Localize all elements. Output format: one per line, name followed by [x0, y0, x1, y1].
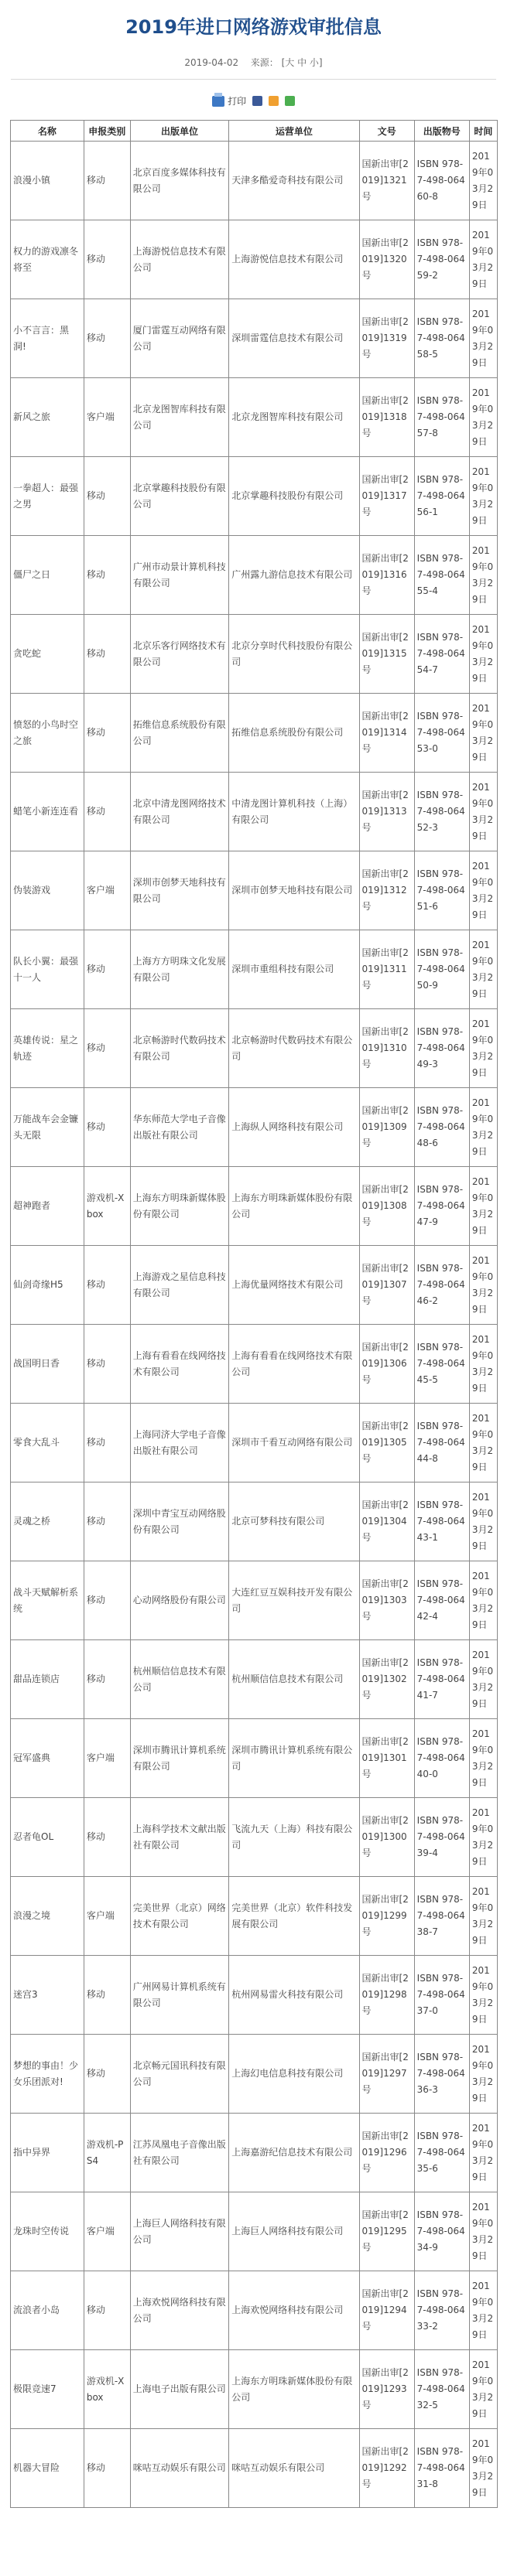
cell-isbn: ISBN 978-7-498-06456-1	[414, 457, 469, 536]
table-row	[11, 220, 498, 299]
print-button[interactable]	[212, 90, 246, 113]
cell-name: 指中异界	[11, 2114, 84, 2192]
cell-date: 2019年03月29日	[469, 2114, 497, 2192]
cell-operator: 上海东方明珠新媒体股份有限公司	[229, 2350, 359, 2429]
font-size-switch[interactable]: [大 中 小]	[281, 57, 323, 68]
cell-doc-number: 国新出审[2019]1318号	[359, 378, 414, 457]
header-type: 申报类别	[84, 121, 130, 142]
cell-date: 2019年03月29日	[469, 1088, 497, 1167]
cell-type: 客户端	[84, 2192, 130, 2271]
cell-publisher: 拓维信息系统股份有限公司	[130, 694, 229, 773]
table-row	[11, 615, 498, 694]
cell-isbn: ISBN 978-7-498-06434-9	[414, 2192, 469, 2271]
table-row	[11, 1167, 498, 1246]
cell-date: 2019年03月29日	[469, 1561, 497, 1640]
cell-date: 2019年03月29日	[469, 220, 497, 299]
cell-operator: 上海有看看在线网络技术有限公司	[229, 1325, 359, 1404]
cell-operator: 上海纵人网络科技有限公司	[229, 1088, 359, 1167]
cell-type: 客户端	[84, 1719, 130, 1798]
cell-doc-number: 国新出审[2019]1313号	[359, 773, 414, 851]
cell-doc-number: 国新出审[2019]1305号	[359, 1404, 414, 1482]
cell-type: 移动	[84, 1088, 130, 1167]
cell-isbn: ISBN 978-7-498-06446-2	[414, 1246, 469, 1325]
table-row	[11, 773, 498, 851]
cell-name: 小不言言：黑洞!	[11, 299, 84, 378]
cell-publisher: 北京中清龙图网络技术有限公司	[130, 773, 229, 851]
cell-isbn: ISBN 978-7-498-06449-3	[414, 1009, 469, 1088]
cell-type: 移动	[84, 220, 130, 299]
cell-date: 2019年03月29日	[469, 1482, 497, 1561]
publish-date: 2019-04-02	[184, 57, 239, 68]
table-row	[11, 142, 498, 220]
cell-publisher: 广州网易计算机系统有限公司	[130, 1956, 229, 2035]
table-row	[11, 1088, 498, 1167]
cell-doc-number: 国新出审[2019]1302号	[359, 1640, 414, 1719]
cell-isbn: ISBN 978-7-498-06442-4	[414, 1561, 469, 1640]
cell-operator: 上海东方明珠新媒体股份有限公司	[229, 1167, 359, 1246]
cell-isbn: ISBN 978-7-498-06435-6	[414, 2114, 469, 2192]
cell-isbn: ISBN 978-7-498-06457-8	[414, 378, 469, 457]
cell-date: 2019年03月29日	[469, 1404, 497, 1482]
table-row	[11, 694, 498, 773]
cell-isbn: ISBN 978-7-498-06431-8	[414, 2429, 469, 2508]
cell-publisher: 华东师范大学电子音像出版社有限公司	[130, 1088, 229, 1167]
cell-operator: 飞流九天（上海）科技有限公司	[229, 1798, 359, 1877]
table-row	[11, 2114, 498, 2192]
article-meta	[0, 56, 507, 70]
cell-publisher: 北京乐客行网络技术有限公司	[130, 615, 229, 694]
cell-doc-number: 国新出审[2019]1309号	[359, 1088, 414, 1167]
cell-date: 2019年03月29日	[469, 694, 497, 773]
cell-date: 2019年03月29日	[469, 299, 497, 378]
cell-operator: 咪咕互动娱乐有限公司	[229, 2429, 359, 2508]
cell-operator: 北京掌趣科技股份有限公司	[229, 457, 359, 536]
cell-date: 2019年03月29日	[469, 2035, 497, 2114]
table-row	[11, 1719, 498, 1798]
cell-publisher: 上海方方明珠文化发展有限公司	[130, 930, 229, 1009]
cell-name: 冠军盛典	[11, 1719, 84, 1798]
cell-type: 客户端	[84, 1877, 130, 1956]
cell-type: 游戏机-Xbox	[84, 1167, 130, 1246]
cell-doc-number: 国新出审[2019]1304号	[359, 1482, 414, 1561]
cell-name: 战国明日香	[11, 1325, 84, 1404]
cell-date: 2019年03月29日	[469, 1325, 497, 1404]
cell-isbn: ISBN 978-7-498-06432-5	[414, 2350, 469, 2429]
cell-doc-number: 国新出审[2019]1298号	[359, 1956, 414, 2035]
cell-operator: 完美世界（北京）软件科技发展有限公司	[229, 1877, 359, 1956]
cell-name: 伪装游戏	[11, 851, 84, 930]
cell-isbn: ISBN 978-7-498-06444-8	[414, 1404, 469, 1482]
cell-isbn: ISBN 978-7-498-06440-0	[414, 1719, 469, 1798]
cell-name: 战斗天赋解析系统	[11, 1561, 84, 1640]
cell-doc-number: 国新出审[2019]1312号	[359, 851, 414, 930]
cell-type: 客户端	[84, 851, 130, 930]
cell-type: 移动	[84, 1404, 130, 1482]
cell-type: 移动	[84, 615, 130, 694]
print-label: 打印	[228, 95, 247, 107]
cell-publisher: 北京畅元国讯科技有限公司	[130, 2035, 229, 2114]
cell-date: 2019年03月29日	[469, 1009, 497, 1088]
cell-isbn: ISBN 978-7-498-06445-5	[414, 1325, 469, 1404]
cell-isbn: ISBN 978-7-498-06433-2	[414, 2271, 469, 2350]
cell-type: 移动	[84, 142, 130, 220]
cell-date: 2019年03月29日	[469, 930, 497, 1009]
cell-type: 移动	[84, 1009, 130, 1088]
header-operator: 运营单位	[229, 121, 359, 142]
cell-isbn: ISBN 978-7-498-06450-9	[414, 930, 469, 1009]
header-name: 名称	[11, 121, 84, 142]
cell-date: 2019年03月29日	[469, 1246, 497, 1325]
cell-date: 2019年03月29日	[469, 1167, 497, 1246]
share-toolbar	[0, 89, 507, 112]
share-weibo-icon[interactable]	[252, 96, 262, 106]
table-row	[11, 1404, 498, 1482]
cell-date: 2019年03月29日	[469, 1798, 497, 1877]
cell-doc-number: 国新出审[2019]1301号	[359, 1719, 414, 1798]
cell-date: 2019年03月29日	[469, 1877, 497, 1956]
cell-doc-number: 国新出审[2019]1293号	[359, 2350, 414, 2429]
header-isbn: 出版物号	[414, 121, 469, 142]
cell-date: 2019年03月29日	[469, 1719, 497, 1798]
cell-operator: 上海游悦信息技术有限公司	[229, 220, 359, 299]
cell-type: 移动	[84, 2429, 130, 2508]
table-row	[11, 930, 498, 1009]
cell-publisher: 北京百度多媒体科技有限公司	[130, 142, 229, 220]
cell-date: 2019年03月29日	[469, 378, 497, 457]
cell-type: 移动	[84, 1325, 130, 1404]
cell-isbn: ISBN 978-7-498-06454-7	[414, 615, 469, 694]
cell-operator: 深圳雷霆信息技术有限公司	[229, 299, 359, 378]
table-row	[11, 1561, 498, 1640]
cell-operator: 大连红豆互娱科技开发有限公司	[229, 1561, 359, 1640]
cell-type: 移动	[84, 299, 130, 378]
cell-doc-number: 国新出审[2019]1317号	[359, 457, 414, 536]
cell-publisher: 江苏凤凰电子音像出版社有限公司	[130, 2114, 229, 2192]
cell-name: 新风之旅	[11, 378, 84, 457]
cell-publisher: 完美世界（北京）网络技术有限公司	[130, 1877, 229, 1956]
cell-doc-number: 国新出审[2019]1292号	[359, 2429, 414, 2508]
cell-isbn: ISBN 978-7-498-06453-0	[414, 694, 469, 773]
cell-operator: 深圳市创梦天地科技有限公司	[229, 851, 359, 930]
cell-name: 流浪者小岛	[11, 2271, 84, 2350]
printer-icon	[212, 96, 224, 107]
header-date: 时间	[469, 121, 497, 142]
cell-operator: 杭州网易雷火科技有限公司	[229, 1956, 359, 2035]
share-wechat-icon[interactable]	[285, 96, 295, 106]
cell-isbn: ISBN 978-7-498-06451-6	[414, 851, 469, 930]
cell-type: 移动	[84, 1246, 130, 1325]
table-row	[11, 1009, 498, 1088]
table-row	[11, 2035, 498, 2114]
table-row	[11, 2271, 498, 2350]
cell-isbn: ISBN 978-7-498-06438-7	[414, 1877, 469, 1956]
cell-name: 权力的游戏凛冬将至	[11, 220, 84, 299]
cell-date: 2019年03月29日	[469, 773, 497, 851]
cell-type: 游戏机-PS4	[84, 2114, 130, 2192]
cell-doc-number: 国新出审[2019]1294号	[359, 2271, 414, 2350]
cell-publisher: 北京掌趣科技股份有限公司	[130, 457, 229, 536]
cell-doc-number: 国新出审[2019]1306号	[359, 1325, 414, 1404]
cell-date: 2019年03月29日	[469, 457, 497, 536]
cell-name: 极限竞速7	[11, 2350, 84, 2429]
table-row	[11, 1798, 498, 1877]
cell-type: 游戏机-Xbox	[84, 2350, 130, 2429]
share-qzone-icon[interactable]	[269, 96, 279, 106]
cell-type: 移动	[84, 773, 130, 851]
cell-operator: 上海幻电信息科技有限公司	[229, 2035, 359, 2114]
cell-operator: 天津多酷爱奇科技有限公司	[229, 142, 359, 220]
cell-name: 贪吃蛇	[11, 615, 84, 694]
cell-name: 零食大乱斗	[11, 1404, 84, 1482]
cell-publisher: 杭州顺信信息技术有限公司	[130, 1640, 229, 1719]
cell-publisher: 心动网络股份有限公司	[130, 1561, 229, 1640]
cell-publisher: 北京畅游时代数码技术有限公司	[130, 1009, 229, 1088]
table-row	[11, 1956, 498, 2035]
cell-type: 移动	[84, 1640, 130, 1719]
table-row	[11, 851, 498, 930]
cell-date: 2019年03月29日	[469, 2192, 497, 2271]
cell-doc-number: 国新出审[2019]1303号	[359, 1561, 414, 1640]
cell-isbn: ISBN 978-7-498-06441-7	[414, 1640, 469, 1719]
cell-doc-number: 国新出审[2019]1310号	[359, 1009, 414, 1088]
cell-publisher: 上海欢悦网络科技有限公司	[130, 2271, 229, 2350]
cell-isbn: ISBN 978-7-498-06459-2	[414, 220, 469, 299]
cell-operator: 广州露九游信息技术有限公司	[229, 536, 359, 615]
header-doc-number: 文号	[359, 121, 414, 142]
cell-operator: 上海嘉游纪信息技术有限公司	[229, 2114, 359, 2192]
header-publisher: 出版单位	[130, 121, 229, 142]
cell-type: 移动	[84, 1798, 130, 1877]
cell-name: 队长小翼：最强十一人	[11, 930, 84, 1009]
cell-type: 移动	[84, 457, 130, 536]
table-row	[11, 378, 498, 457]
cell-name: 灵魂之桥	[11, 1482, 84, 1561]
cell-name: 忍者龟OL	[11, 1798, 84, 1877]
cell-operator: 深圳市千看互动网络有限公司	[229, 1404, 359, 1482]
table-row	[11, 536, 498, 615]
cell-operator: 上海优量网络技术有限公司	[229, 1246, 359, 1325]
divider	[11, 79, 496, 80]
cell-name: 迷宫3	[11, 1956, 84, 2035]
cell-type: 移动	[84, 930, 130, 1009]
cell-operator: 北京龙图智库科技有限公司	[229, 378, 359, 457]
cell-name: 龙珠时空传说	[11, 2192, 84, 2271]
cell-publisher: 深圳市腾讯计算机系统有限公司	[130, 1719, 229, 1798]
cell-isbn: ISBN 978-7-498-06447-9	[414, 1167, 469, 1246]
cell-publisher: 上海游悦信息技术有限公司	[130, 220, 229, 299]
table-row	[11, 2429, 498, 2508]
cell-publisher: 上海有看看在线网络技术有限公司	[130, 1325, 229, 1404]
cell-type: 移动	[84, 1956, 130, 2035]
cell-doc-number: 国新出审[2019]1300号	[359, 1798, 414, 1877]
cell-name: 蜡笔小新连连看	[11, 773, 84, 851]
cell-publisher: 上海东方明珠新媒体股份有限公司	[130, 1167, 229, 1246]
cell-type: 客户端	[84, 378, 130, 457]
cell-name: 超神跑者	[11, 1167, 84, 1246]
table-row	[11, 1640, 498, 1719]
cell-type: 移动	[84, 2271, 130, 2350]
cell-doc-number: 国新出审[2019]1320号	[359, 220, 414, 299]
table-row	[11, 1246, 498, 1325]
cell-isbn: ISBN 978-7-498-06437-0	[414, 1956, 469, 2035]
table-row	[11, 2192, 498, 2271]
cell-publisher: 厦门雷霆互动网络有限公司	[130, 299, 229, 378]
cell-name: 甜品连锁店	[11, 1640, 84, 1719]
cell-operator: 拓维信息系统股份有限公司	[229, 694, 359, 773]
cell-doc-number: 国新出审[2019]1316号	[359, 536, 414, 615]
cell-date: 2019年03月29日	[469, 2429, 497, 2508]
cell-operator: 北京分享时代科技股份有限公司	[229, 615, 359, 694]
cell-doc-number: 国新出审[2019]1321号	[359, 142, 414, 220]
table-header-row	[11, 121, 498, 142]
table-row	[11, 1877, 498, 1956]
cell-doc-number: 国新出审[2019]1319号	[359, 299, 414, 378]
cell-doc-number: 国新出审[2019]1295号	[359, 2192, 414, 2271]
cell-publisher: 上海巨人网络科技有限公司	[130, 2192, 229, 2271]
cell-operator: 北京可梦科技有限公司	[229, 1482, 359, 1561]
cell-date: 2019年03月29日	[469, 2350, 497, 2429]
cell-doc-number: 国新出审[2019]1308号	[359, 1167, 414, 1246]
cell-date: 2019年03月29日	[469, 536, 497, 615]
cell-type: 移动	[84, 1482, 130, 1561]
cell-operator: 上海欢悦网络科技有限公司	[229, 2271, 359, 2350]
cell-doc-number: 国新出审[2019]1297号	[359, 2035, 414, 2114]
cell-doc-number: 国新出审[2019]1311号	[359, 930, 414, 1009]
cell-name: 浪漫之境	[11, 1877, 84, 1956]
cell-name: 浪漫小镇	[11, 142, 84, 220]
source-label: 来源：	[250, 57, 279, 68]
table-body	[11, 142, 498, 2508]
cell-isbn: ISBN 978-7-498-06455-4	[414, 536, 469, 615]
cell-publisher: 上海同济大学电子音像出版社有限公司	[130, 1404, 229, 1482]
cell-publisher: 上海科学技术文献出版社有限公司	[130, 1798, 229, 1877]
cell-type: 移动	[84, 694, 130, 773]
cell-doc-number: 国新出审[2019]1314号	[359, 694, 414, 773]
table-row	[11, 1482, 498, 1561]
table-row	[11, 1325, 498, 1404]
table-row	[11, 2350, 498, 2429]
cell-doc-number: 国新出审[2019]1307号	[359, 1246, 414, 1325]
cell-type: 移动	[84, 536, 130, 615]
table-row	[11, 457, 498, 536]
cell-operator: 深圳市腾讯计算机系统有限公司	[229, 1719, 359, 1798]
cell-publisher: 北京龙图智库科技有限公司	[130, 378, 229, 457]
cell-date: 2019年03月29日	[469, 851, 497, 930]
cell-name: 僵尸之日	[11, 536, 84, 615]
cell-isbn: ISBN 978-7-498-06460-8	[414, 142, 469, 220]
cell-isbn: ISBN 978-7-498-06443-1	[414, 1482, 469, 1561]
cell-operator: 上海巨人网络科技有限公司	[229, 2192, 359, 2271]
cell-isbn: ISBN 978-7-498-06458-5	[414, 299, 469, 378]
cell-name: 梦想的事由！少女乐团派对!	[11, 2035, 84, 2114]
cell-name: 英雄传说：星之轨迹	[11, 1009, 84, 1088]
table-row	[11, 299, 498, 378]
cell-name: 万能战车会金镰头无限	[11, 1088, 84, 1167]
cell-name: 一拳超人：最强之男	[11, 457, 84, 536]
cell-doc-number: 国新出审[2019]1315号	[359, 615, 414, 694]
cell-isbn: ISBN 978-7-498-06452-3	[414, 773, 469, 851]
cell-date: 2019年03月29日	[469, 1956, 497, 2035]
cell-date: 2019年03月29日	[469, 2271, 497, 2350]
cell-name: 仙剑奇缘H5	[11, 1246, 84, 1325]
cell-publisher: 上海游戏之星信息科技有限公司	[130, 1246, 229, 1325]
cell-type: 移动	[84, 1561, 130, 1640]
cell-publisher: 深圳中青宝互动网络股份有限公司	[130, 1482, 229, 1561]
cell-type: 移动	[84, 2035, 130, 2114]
cell-date: 2019年03月29日	[469, 142, 497, 220]
cell-isbn: ISBN 978-7-498-06448-6	[414, 1088, 469, 1167]
cell-date: 2019年03月29日	[469, 615, 497, 694]
cell-doc-number: 国新出审[2019]1296号	[359, 2114, 414, 2192]
page-title: 2019年进口网络游戏审批信息	[125, 16, 382, 38]
cell-operator: 杭州顺信信息技术有限公司	[229, 1640, 359, 1719]
cell-doc-number: 国新出审[2019]1299号	[359, 1877, 414, 1956]
cell-publisher: 深圳市创梦天地科技有限公司	[130, 851, 229, 930]
cell-operator: 北京畅游时代数码技术有限公司	[229, 1009, 359, 1088]
cell-publisher: 咪咕互动娱乐有限公司	[130, 2429, 229, 2508]
cell-isbn: ISBN 978-7-498-06436-3	[414, 2035, 469, 2114]
cell-publisher: 上海电子出版有限公司	[130, 2350, 229, 2429]
cell-operator: 中清龙图计算机科技（上海）有限公司	[229, 773, 359, 851]
cell-name: 机器大冒险	[11, 2429, 84, 2508]
cell-operator: 深圳市重组科技有限公司	[229, 930, 359, 1009]
game-approval-table	[10, 120, 498, 2508]
cell-publisher: 广州市动景计算机科技有限公司	[130, 536, 229, 615]
cell-name: 愤怒的小鸟时空之旅	[11, 694, 84, 773]
cell-isbn: ISBN 978-7-498-06439-4	[414, 1798, 469, 1877]
cell-date: 2019年03月29日	[469, 1640, 497, 1719]
